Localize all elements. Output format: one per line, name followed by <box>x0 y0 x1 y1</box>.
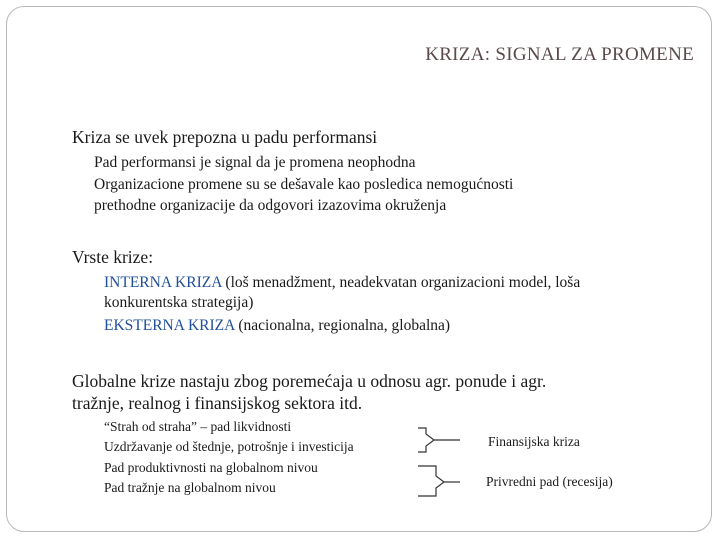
label-financial-crisis: Finansijska kriza <box>488 434 580 449</box>
list-item-abstaining: Uzdržavanje od štednje, potrošnje i investicija <box>104 439 354 454</box>
bullet-text-global-crisis: Globalne krize nastaju zbog poremećaja u odnosu agr. ponude i agr. <box>72 371 547 391</box>
bullet-text-global-crisis-cont: tražnje, realnog i finansijskog sektora itd. <box>72 393 363 413</box>
bracket-lower <box>418 466 444 496</box>
label-economic-recession: Privredni pad (recesija) <box>486 474 613 489</box>
bullet-text-performance-signal: Pad performansi je signal da je promena neophodna <box>94 154 416 171</box>
internal-crisis-keyword: INTERNA KRIZA <box>104 274 222 291</box>
slide-title: KRIZA: SIGNAL ZA PROMENE <box>425 44 694 65</box>
bullet-text-crisis-recognition: Kriza se uvek prepozna u padu performansi <box>72 127 378 147</box>
bullet-text-crisis-types: Vrste krize: <box>72 247 154 267</box>
list-item-demand: Pad tražnje na globalnom nivou <box>104 480 276 495</box>
bullet-text-org-changes-cont: prethodne organizacije da odgovori izazovima okruženja <box>94 197 447 214</box>
list-item-productivity: Pad produktivnosti na globalnom nivou <box>104 460 318 475</box>
list-item-fear-liquidity: “Strah od straha” – pad likvidnosti <box>104 419 292 434</box>
bullet-text-org-changes: Organizacione promene su se dešavale kao posledica nemogućnosti <box>94 176 514 193</box>
external-crisis-keyword: EKSTERNA KRIZA <box>104 317 235 334</box>
bracket-upper <box>418 428 434 452</box>
internal-crisis-detail: (loš menadžment, neadekvatan organizacioni model, loša <box>221 274 581 291</box>
bullet-text-internal-crisis-cont: konkurentska strategija) <box>104 294 254 311</box>
external-crisis-detail: (nacionalna, regionalna, globalna) <box>234 317 451 334</box>
